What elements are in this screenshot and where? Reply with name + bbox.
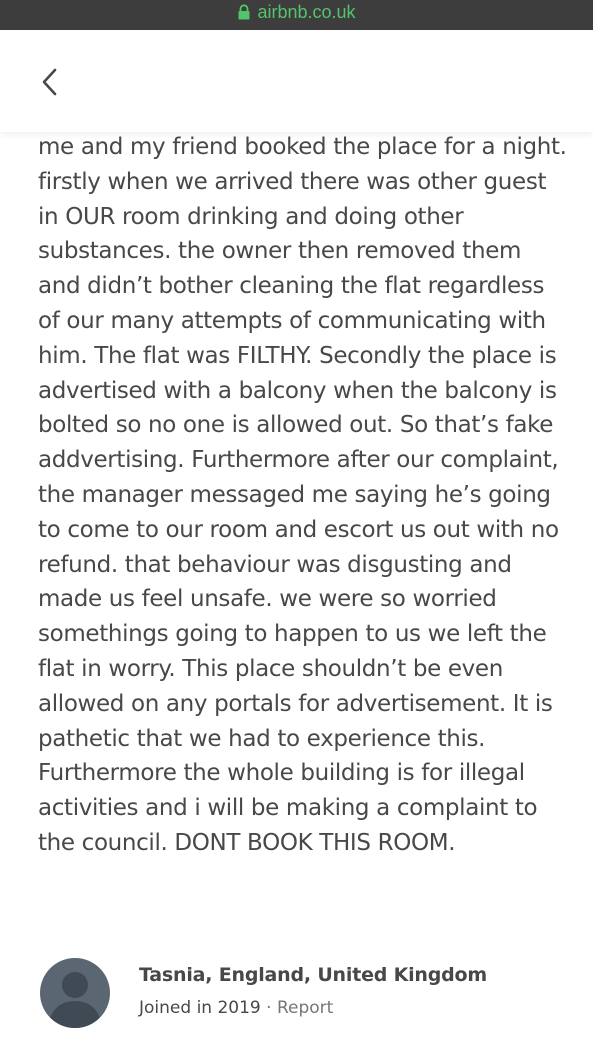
reviewer-name[interactable]: Tasnia, England, United Kingdom [139, 964, 487, 986]
joined-date: Joined in 2019 [139, 998, 261, 1018]
url-text: airbnb.co.uk [257, 1, 356, 22]
default-avatar-icon [40, 958, 110, 1028]
reviewer-meta [139, 998, 333, 1018]
review-text: me and my friend booked the place for a night. firstly when we arrived there was other guest in OUR room drinking and doing other substances. the owner then removed them and didn’t bother cleaning the flat regardless of our many attempts of communicating with him. The flat was FILTHY. Secondly the place is advertised with a balcony when the balcony is bolted so no one is allowed out. So that’s fake addvertising. Furthermore after our complaint, the manager messaged me saying he’s going to come to our room and escort us out with no refund. that behaviour was disgusting and made us feel unsafe. we were so worried somethings going to happen to us we left the flat in worry. This place shouldn’t be even allowed on any portals for advertisement. It is pathetic that we had to experience this. Furthermore the whole building is for illegal activities and i will be making a complaint to the council. DONT BOOK THIS ROOM. [38, 134, 567, 856]
lock-icon [237, 4, 251, 20]
browser-url-bar[interactable] [0, 0, 593, 30]
page-header [0, 30, 593, 132]
chevron-left-icon [40, 67, 60, 97]
avatar[interactable] [40, 958, 110, 1028]
report-link[interactable]: Report [276, 998, 334, 1018]
back-button[interactable] [28, 60, 72, 104]
meta-separator: · [260, 998, 277, 1018]
reviewer-info [40, 958, 580, 1038]
url-display[interactable] [237, 2, 355, 23]
